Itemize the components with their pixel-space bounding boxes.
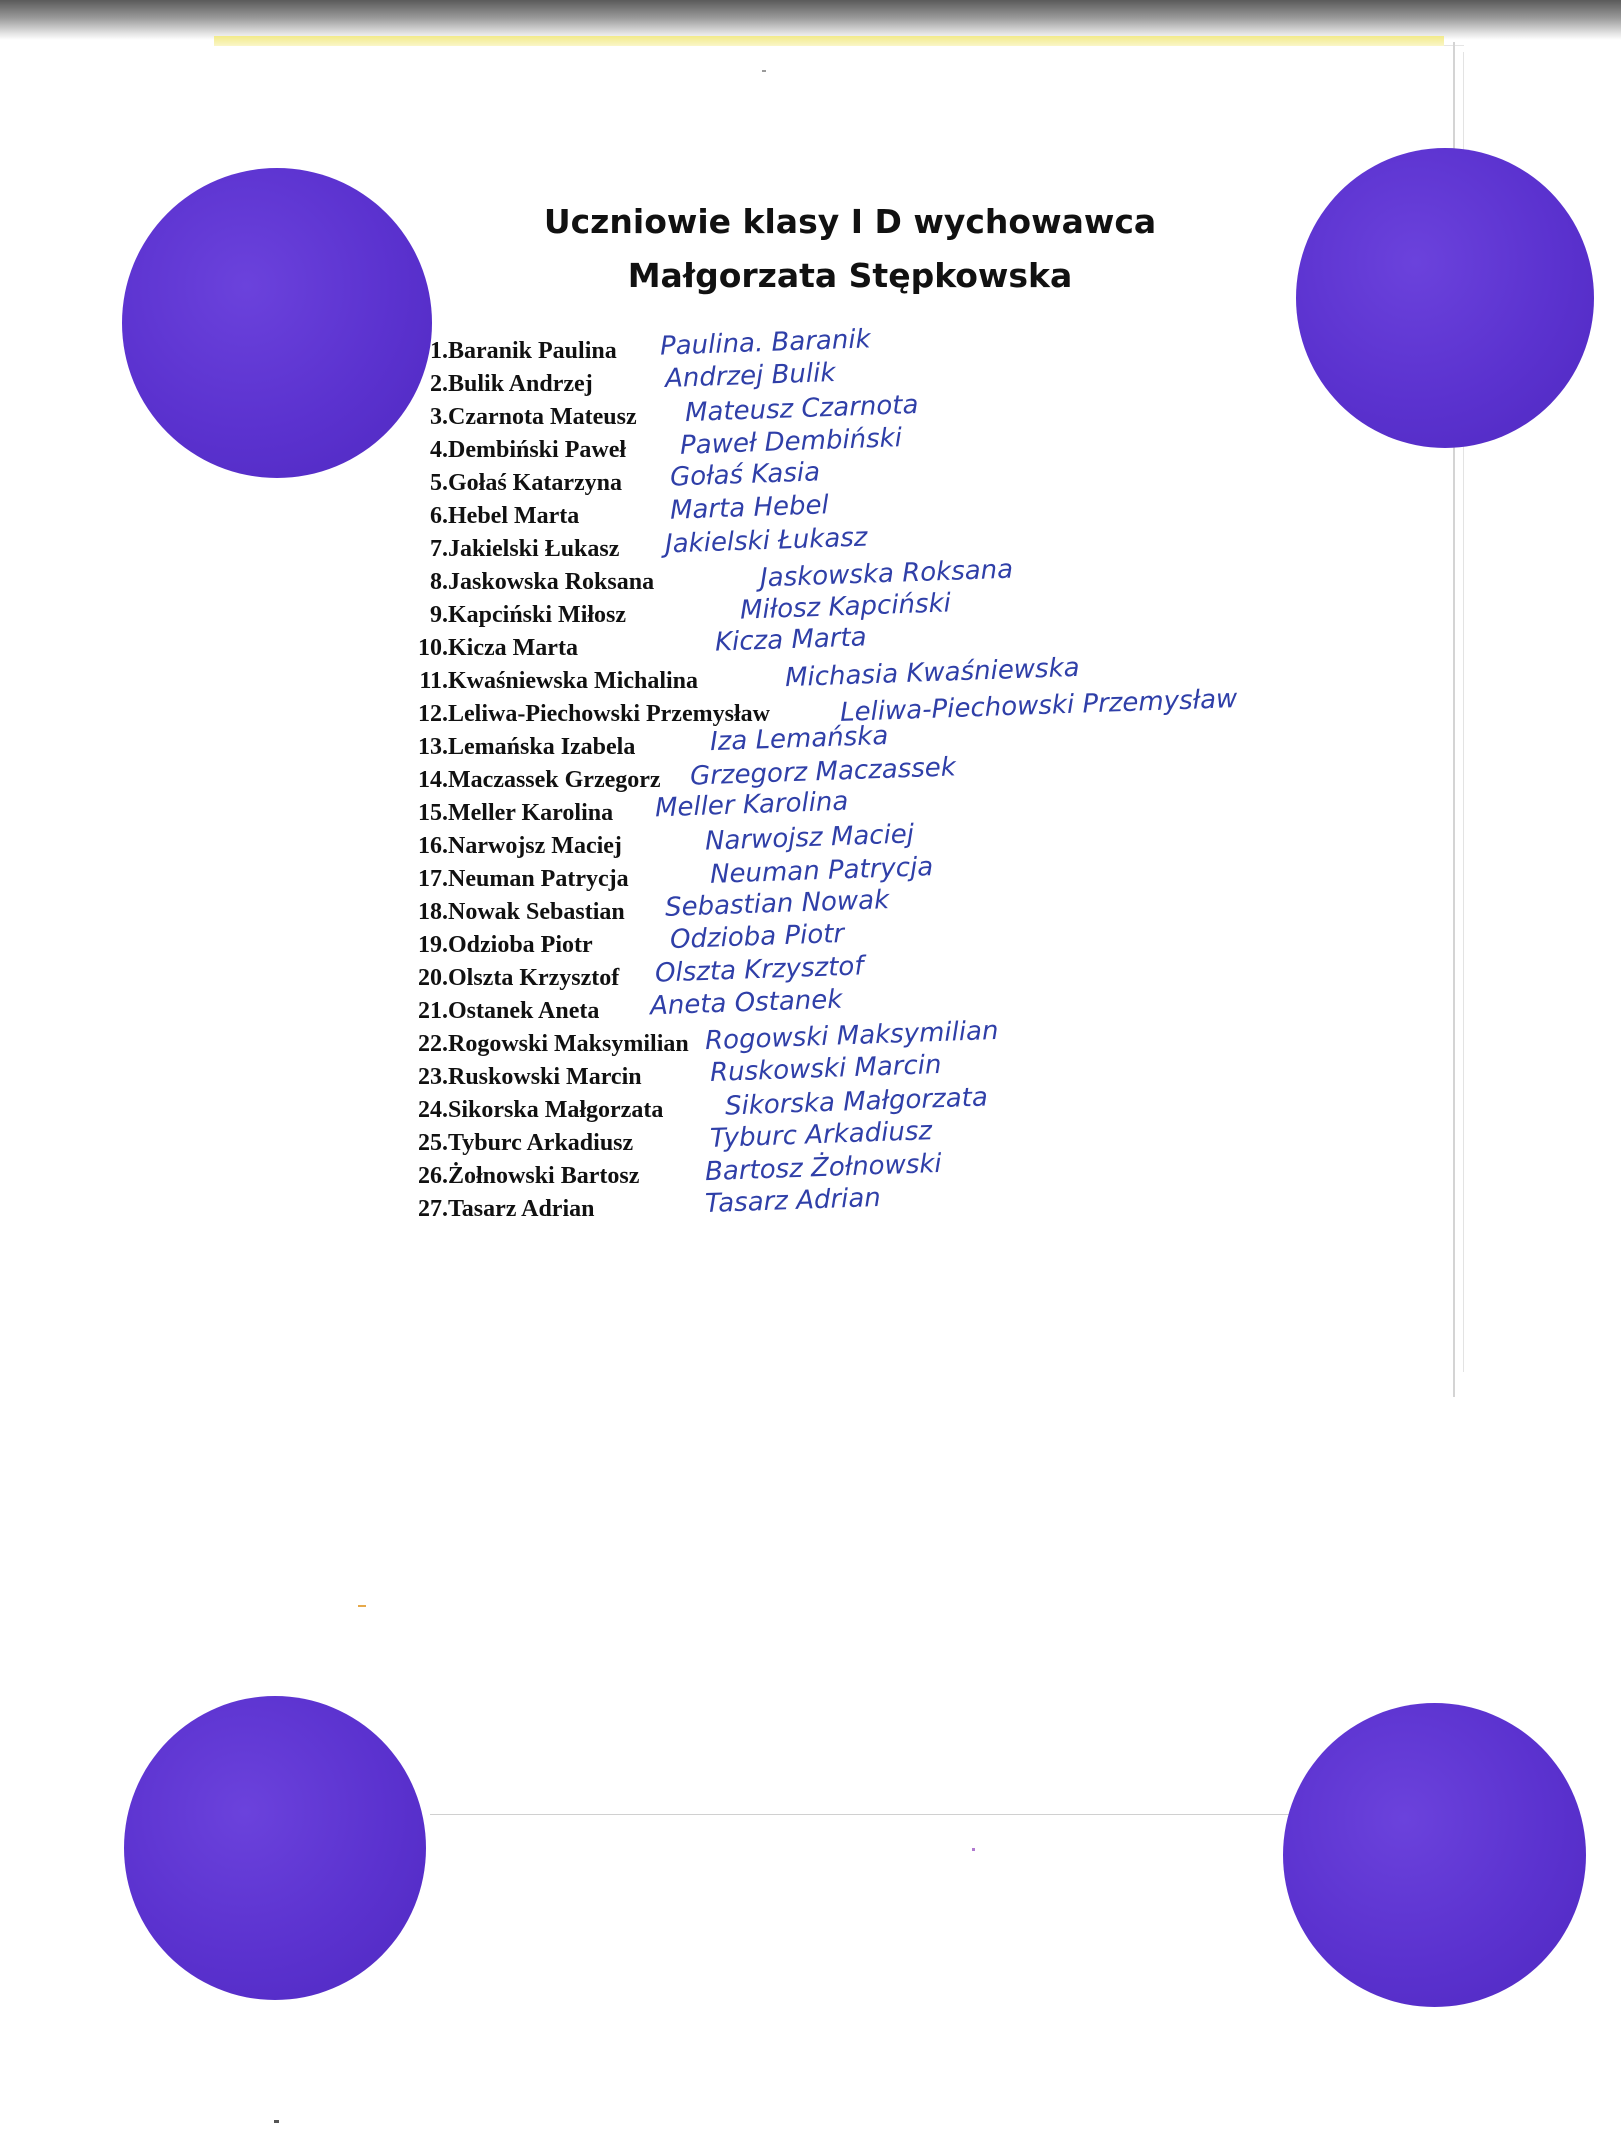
- student-number: 5.: [430, 470, 448, 496]
- handwritten-signature: Ruskowski Marcin: [709, 1049, 942, 1089]
- purple-circle-bottom-right: [1283, 1703, 1586, 2007]
- student-number: 20.: [418, 965, 448, 991]
- handwritten-signature: Andrzej Bulik: [664, 358, 836, 394]
- handwritten-signature: Marta Hebel: [669, 490, 830, 526]
- student-name: Lemańska Izabela: [448, 734, 636, 760]
- handwritten-signature: Odzioba Piotr: [669, 918, 845, 956]
- student-row: [400, 852, 1400, 896]
- student-name: Tasarz Adrian: [448, 1196, 595, 1222]
- paper-edge-line: [430, 1814, 1300, 1815]
- student-row: [400, 1182, 1400, 1226]
- handwritten-signature: Tasarz Adrian: [704, 1182, 882, 1220]
- handwritten-signature: Sikorska Małgorzata: [724, 1082, 989, 1122]
- student-name: Tyburc Arkadiusz: [448, 1130, 634, 1156]
- student-name: Meller Karolina: [448, 800, 614, 826]
- student-number: 9.: [430, 602, 448, 628]
- purple-circle-bottom-left: [124, 1696, 426, 2000]
- student-name: Dembiński Paweł: [448, 437, 627, 463]
- student-row: [400, 684, 1400, 731]
- student-number: 16.: [418, 833, 448, 859]
- page-title: [440, 195, 1260, 303]
- handwritten-signature: Mateusz Czarnota: [684, 389, 919, 429]
- handwritten-signature: Leliwa-Piechowski Przemysław: [839, 684, 1238, 728]
- handwritten-signature: Neuman Patrycja: [709, 852, 934, 890]
- purple-circle-top-left: [122, 168, 432, 478]
- student-row: [400, 752, 1400, 797]
- student-name: Kwaśniewska Michalina: [448, 668, 699, 694]
- student-number: 25.: [418, 1130, 448, 1156]
- student-row: [400, 423, 1400, 467]
- student-row: [400, 1148, 1400, 1193]
- student-name: Hebel Marta: [448, 503, 580, 529]
- student-name: Baranik Paulina: [448, 338, 617, 364]
- handwritten-signature: Olszta Krzysztof: [654, 951, 864, 989]
- student-name: Narwojsz Maciej: [448, 833, 622, 859]
- student-number: 15.: [418, 800, 448, 826]
- student-number: 17.: [418, 866, 448, 892]
- student-number: 12.: [418, 701, 448, 727]
- title-line-2: Małgorzata Stępkowska: [627, 256, 1073, 295]
- student-name: Maczassek Grzegorz: [448, 767, 661, 793]
- student-name: Ostanek Aneta: [448, 998, 600, 1024]
- handwritten-signature: Michasia Kwaśniewska: [784, 652, 1081, 694]
- student-number: 22.: [418, 1031, 448, 1057]
- student-number: 1.: [430, 338, 448, 364]
- scan-speck: [358, 1605, 366, 1607]
- student-name: Bulik Andrzej: [448, 371, 593, 397]
- student-number: 27.: [418, 1196, 448, 1222]
- student-number: 21.: [418, 998, 448, 1024]
- student-name: Olszta Krzysztof: [448, 965, 620, 991]
- scan-speck: [762, 70, 766, 72]
- student-name: Sikorska Małgorzata: [448, 1097, 664, 1123]
- student-number: 13.: [418, 734, 448, 760]
- student-name: Kicza Marta: [448, 635, 578, 661]
- student-name: Żołnowski Bartosz: [448, 1163, 640, 1189]
- student-number: 11.: [419, 668, 448, 694]
- handwritten-signature: Bartosz Żołnowski: [704, 1148, 943, 1188]
- handwritten-signature: Kicza Marta: [714, 622, 868, 658]
- scanner-shadow: [0, 0, 1621, 40]
- student-row: [400, 324, 1400, 368]
- student-number: 26.: [418, 1163, 448, 1189]
- handwritten-signature: Tyburc Arkadiusz: [709, 1116, 933, 1154]
- student-name: Rogowski Maksymilian: [448, 1031, 689, 1057]
- student-number: 18.: [418, 899, 448, 925]
- handwritten-signature: Miłosz Kapciński: [739, 588, 952, 626]
- student-row: [400, 918, 1400, 962]
- student-name: Jaskowska Roksana: [448, 569, 655, 595]
- scan-speck: [972, 1848, 975, 1851]
- handwritten-signature: Jaskowska Roksana: [759, 554, 1014, 594]
- student-row: [400, 951, 1400, 995]
- student-row: [400, 885, 1400, 929]
- student-name: Gołaś Katarzyna: [448, 470, 622, 496]
- student-name: Neuman Patrycja: [448, 866, 629, 892]
- handwritten-signature: Narwojsz Maciej: [704, 819, 915, 857]
- student-name: Leliwa-Piechowski Przemysław: [448, 701, 770, 727]
- student-name: Odzioba Piotr: [448, 932, 593, 958]
- handwritten-signature: Grzegorz Maczassek: [689, 752, 957, 792]
- student-name: Ruskowski Marcin: [448, 1064, 642, 1090]
- handwritten-signature: Iza Lemańska: [709, 720, 889, 758]
- student-name: Kapciński Miłosz: [448, 602, 627, 628]
- student-number: 8.: [430, 569, 448, 595]
- student-number: 23.: [418, 1064, 448, 1090]
- handwritten-signature: Rogowski Maksymilian: [704, 1015, 999, 1057]
- yellow-paper-edge: [214, 36, 1444, 46]
- student-number: 2.: [430, 371, 448, 397]
- student-row: [400, 457, 1400, 500]
- handwritten-signature: Jakielski Łukasz: [664, 522, 868, 560]
- handwritten-signature: Aneta Ostanek: [649, 984, 843, 1022]
- handwritten-signature: Paweł Dembiński: [679, 423, 903, 461]
- student-row: [400, 588, 1400, 632]
- student-number: 10.: [418, 635, 448, 661]
- student-number: 14.: [418, 767, 448, 793]
- handwritten-signature: Paulina. Baranik: [659, 324, 872, 362]
- student-number: 24.: [418, 1097, 448, 1123]
- student-name: Czarnota Mateusz: [448, 404, 637, 430]
- handwritten-signature: Gołaś Kasia: [669, 457, 821, 493]
- student-number: 4.: [430, 437, 448, 463]
- scan-speck: [274, 2120, 279, 2123]
- student-name: Jakielski Łukasz: [448, 536, 620, 562]
- student-number: 7.: [430, 536, 448, 562]
- handwritten-signature: Meller Karolina: [654, 786, 849, 824]
- handwritten-signature: Sebastian Nowak: [664, 885, 890, 923]
- student-number: 3.: [430, 404, 448, 430]
- title-line-1: Uczniowie klasy I D wychowawca: [543, 202, 1157, 241]
- student-name: Nowak Sebastian: [448, 899, 625, 925]
- student-number: 6.: [430, 503, 448, 529]
- student-number: 19.: [418, 932, 448, 958]
- student-row: [400, 490, 1400, 533]
